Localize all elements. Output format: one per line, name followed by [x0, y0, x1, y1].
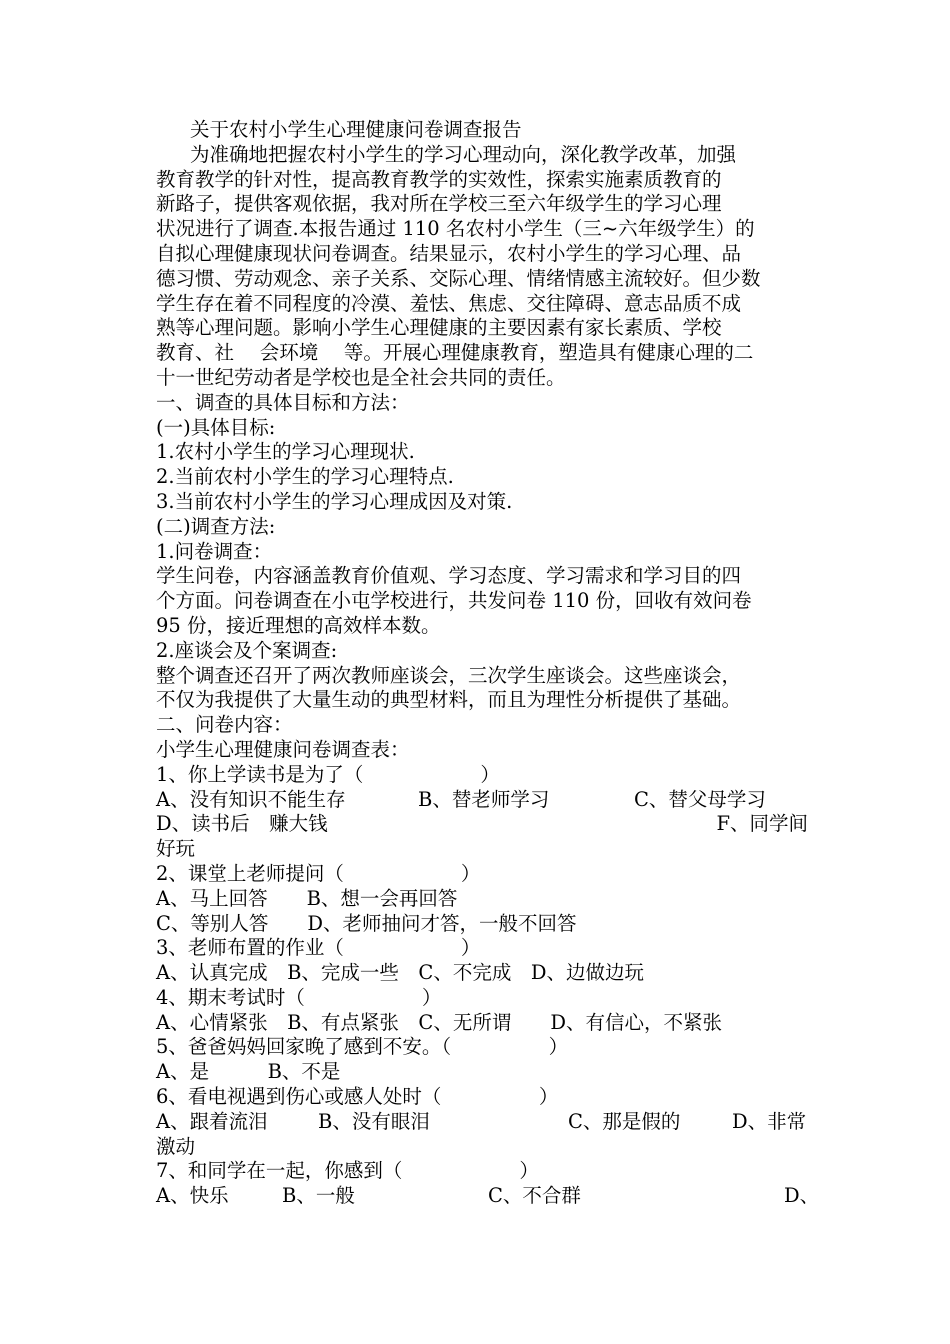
- section-heading: 一、调查的具体目标和方法：: [156, 390, 410, 414]
- question-4-options: A、心情紧张 B、有点紧张 C、无所谓 D、有信心，不紧张: [156, 1010, 722, 1034]
- method-line: 学生问卷，内容涵盖教育价值观、学习态度、学习需求和学习目的四: [156, 564, 742, 588]
- question-5-options: A、是 B、不是: [156, 1060, 341, 1084]
- intro-line: 熟等心理问题。影响小学生心理健康的主要因素有家长素质、学校: [156, 316, 722, 340]
- option: F、同学间: [716, 812, 808, 836]
- goal-item: 1.农村小学生的学习心理现状.: [156, 440, 415, 464]
- intro-line: 学生存在着不同程度的冷漠、羞怯、焦虑、交往障碍、意志品质不成: [156, 291, 742, 315]
- question-1-options: [156, 812, 808, 837]
- method-title: 1.问卷调查：: [156, 539, 273, 563]
- question-7: 7、和同学在一起，你感到（ ）: [156, 1159, 539, 1183]
- option: B、没有眼泪: [318, 1109, 430, 1133]
- intro-line: 教育、社 会环境 等。开展心理健康教育，塑造具有健康心理的二: [156, 341, 754, 365]
- question-4: 4、期末考试时（ ）: [156, 985, 442, 1009]
- question-2-options: C、等别人答 D、老师抽问才答，一般不回答: [156, 911, 577, 935]
- questionnaire-title: 小学生心理健康问卷调查表：: [156, 737, 410, 761]
- goal-item: 2.当前农村小学生的学习心理特点.: [156, 465, 454, 489]
- method-line: 整个调查还召开了两次教师座谈会，三次学生座谈会。这些座谈会，: [156, 663, 742, 687]
- intro-line: 自拟心理健康现状问卷调查。结果显示，农村小学生的学习心理、品: [156, 241, 742, 265]
- question-6: 6、看电视遇到伤心或感人处时（ ）: [156, 1085, 559, 1109]
- method-line: 个方面。问卷调查在小屯学校进行，共发问卷 110 份，回收有效问卷: [156, 589, 752, 613]
- option: C、替父母学习: [634, 787, 766, 811]
- question-3-options: A、认真完成 B、完成一些 C、不完成 D、边做边玩: [156, 961, 644, 985]
- option: A、跟着流泪: [156, 1109, 268, 1133]
- question-5: 5、爸爸妈妈回家晚了感到不安。（ ）: [156, 1035, 569, 1059]
- intro-line: 教育教学的针对性，提高教育教学的实效性，探索实施素质教育的: [156, 167, 722, 191]
- intro-line: 状况进行了调查.本报告通过 110 名农村小学生（三~六年级学生）的: [156, 217, 755, 241]
- option: D、: [784, 1184, 820, 1208]
- option: B、一般: [282, 1184, 355, 1208]
- question-1: 1、你上学读书是为了（ ）: [156, 762, 500, 786]
- subsection-heading: (二)调查方法:: [156, 514, 276, 538]
- intro-line: 新路子，提供客观依据，我对所在学校三至六年级学生的学习心理: [156, 192, 722, 216]
- question-2: 2、课堂上老师提问（ ）: [156, 861, 481, 885]
- option-continuation: 激动: [156, 1134, 196, 1158]
- method-line: 不仅为我提供了大量生动的典型材料，而且为理性分析提供了基础。: [156, 688, 742, 712]
- option: A、没有知识不能生存: [156, 787, 346, 811]
- question-3: 3、老师布置的作业（ ）: [156, 936, 481, 960]
- question-7-options: [156, 1184, 820, 1209]
- question-1-options: [156, 788, 808, 813]
- intro-line: 德习惯、劳动观念、亲子关系、交际心理、情绪情感主流较好。但少数: [156, 266, 761, 290]
- option: A、快乐: [156, 1184, 229, 1208]
- section-heading: 二、问卷内容：: [156, 713, 293, 737]
- option: D、读书后 赚大钱: [156, 812, 328, 836]
- question-6-options: [156, 1110, 808, 1135]
- document-body: [156, 118, 820, 1209]
- question-2-options: A、马上回答 B、想一会再回答: [156, 886, 458, 910]
- intro-line: 为准确地把握农村小学生的学习心理动向，深化教学改革，加强: [190, 142, 737, 166]
- option: D、非常: [732, 1109, 807, 1133]
- option: B、替老师学习: [418, 787, 550, 811]
- document-title: 关于农村小学生心理健康问卷调查报告: [190, 118, 522, 141]
- option: C、不合群: [488, 1184, 581, 1208]
- option: C、那是假的: [568, 1109, 681, 1133]
- method-line: 95 份，接近理想的高效样本数。: [156, 613, 441, 637]
- intro-line: 十一世纪劳动者是学校也是全社会共同的责任。: [156, 365, 566, 389]
- subsection-heading: (一)具体目标:: [156, 415, 276, 439]
- method-title: 2.座谈会及个案调查:: [156, 638, 338, 662]
- goal-item: 3.当前农村小学生的学习心理成因及对策.: [156, 489, 513, 513]
- option-continuation: 好玩: [156, 837, 196, 861]
